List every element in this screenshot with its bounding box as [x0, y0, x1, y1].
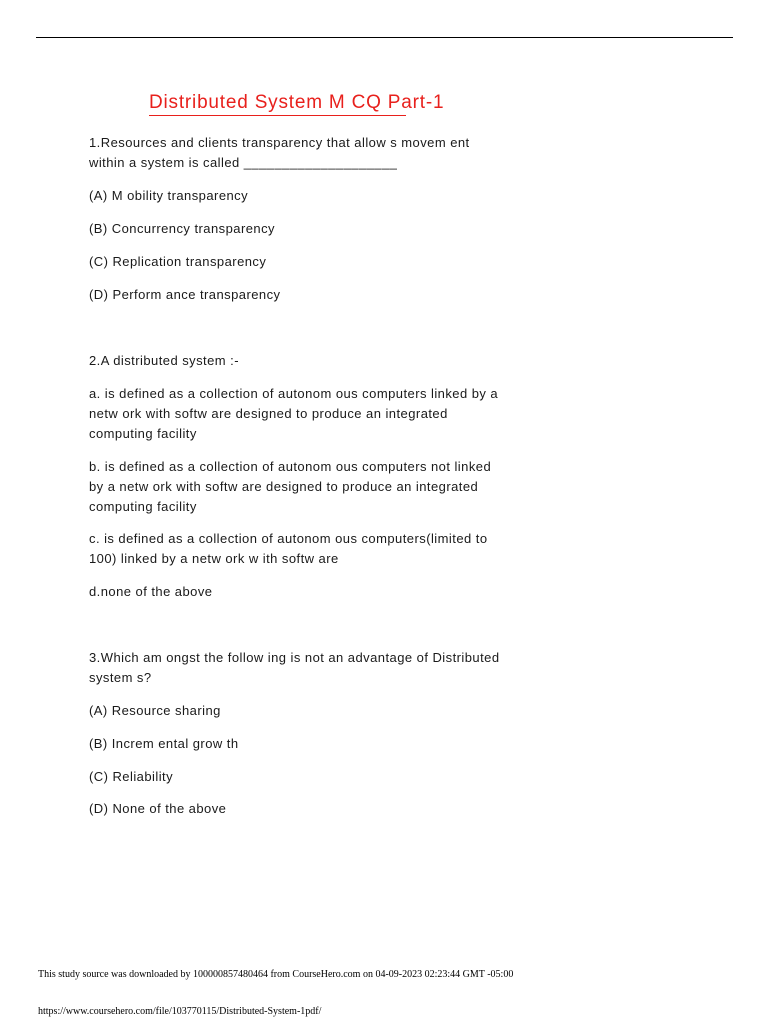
q2-option-c-line-1: c. is defined as a collection of autonom ous computers(limited to	[89, 531, 488, 546]
q1-option-c: (C) Replication transparency	[89, 254, 267, 269]
q3-option-d: (D) None of the above	[89, 801, 227, 816]
q3-option-a: (A) Resource sharing	[89, 703, 221, 718]
q2-option-a-line-3: computing facility	[89, 426, 197, 441]
q1-stem-line-2: within a system is called ____________________	[89, 155, 398, 170]
q2-option-b-line-1: b. is defined as a collection of autonom ous computers not linked	[89, 459, 492, 474]
q2-option-a-line-1: a. is defined as a collection of autonom ous computers linked by a	[89, 386, 499, 401]
source-url-link[interactable]: https://www.coursehero.com/file/103770115/Distributed-System-1pdf/	[38, 1006, 322, 1017]
q2-stem: 2.A distributed system :-	[89, 353, 239, 368]
q3-option-c: (C) Reliability	[89, 769, 174, 784]
q3-stem-line-2: system s?	[89, 670, 152, 685]
q3-option-b: (B) Increm ental grow th	[89, 736, 239, 751]
q2-option-d: d.none of the above	[89, 584, 213, 599]
q1-option-d: (D) Perform ance transparency	[89, 287, 281, 302]
top-rule	[36, 37, 733, 38]
q2-option-a-line-2: netw ork with softw are designed to produce an integrated	[89, 406, 448, 421]
download-note: This study source was downloaded by 100000857480464 from CourseHero.com on 04-09-2023 02:23:44 GMT -05:00	[38, 969, 514, 980]
q2-option-c-line-2: 100) linked by a netw ork w ith softw are	[89, 551, 339, 566]
document-title: Distributed System M CQ Part-1	[149, 92, 445, 113]
q2-option-b-line-2: by a netw ork with softw are designed to produce an integrated	[89, 479, 479, 494]
q1-option-b: (B) Concurrency transparency	[89, 221, 275, 236]
q1-option-a: (A) M obility transparency	[89, 188, 249, 203]
title-underline	[149, 115, 406, 116]
q3-stem-line-1: 3.Which am ongst the follow ing is not an advantage of Distributed	[89, 650, 500, 665]
q1-stem-line-1: 1.Resources and clients transparency that allow s movem ent	[89, 135, 470, 150]
q2-option-b-line-3: computing facility	[89, 499, 197, 514]
